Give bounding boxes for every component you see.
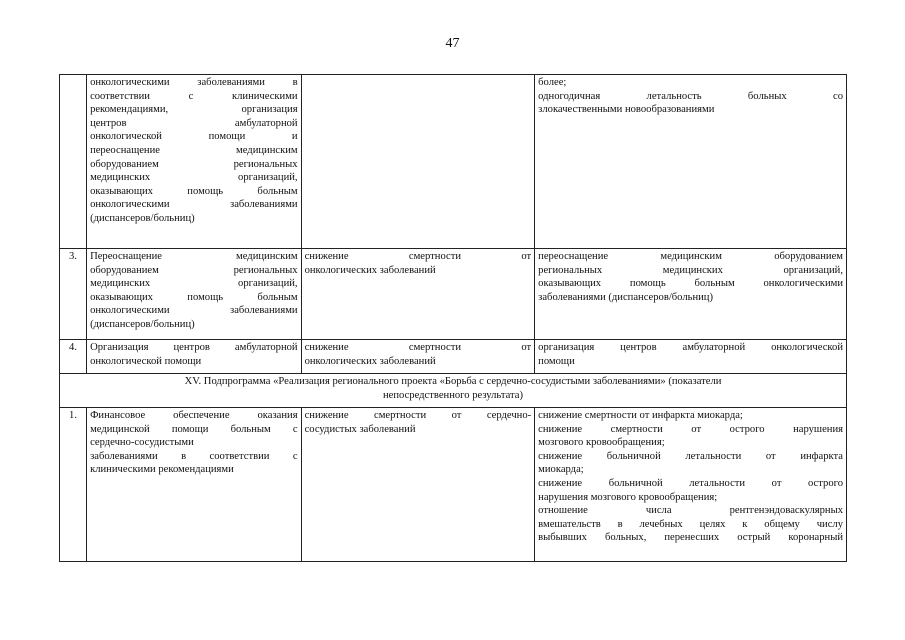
text-line: переоснащение медицинским оборудованием [538, 251, 843, 262]
text-line: помощи [538, 355, 575, 367]
text-line: выбывших больных, перенесших острый коронарный [538, 532, 843, 544]
text-line: мозгового кровообращения; [538, 437, 665, 449]
text-line: (диспансеров/больниц) [90, 212, 195, 224]
text-line: заболеваниями в соответствии с [90, 450, 298, 462]
text-line: онкологическими заболеваниями [90, 199, 298, 211]
measure-cell [87, 249, 302, 340]
text-line: снижение смертности от [304, 251, 532, 262]
text-line: снижение смертности от инфаркта миокарда; [538, 410, 743, 421]
measure-cell [87, 340, 302, 374]
goal-cell [301, 249, 535, 340]
text-line: злокачественными новообразованиями [538, 104, 715, 116]
text-line: онкологическими заболеваниями [90, 305, 298, 317]
text-line: оказывающих помощь больным [90, 291, 298, 303]
text-line: медицинских организаций, [90, 172, 298, 184]
table-row [60, 340, 847, 374]
text-line: онкологическими заболеваниями в [90, 77, 298, 88]
indicator-cell [535, 408, 847, 562]
text-line: снижение смертности от сердечно- [304, 410, 532, 421]
table-row [60, 249, 847, 340]
indicator-cell [535, 249, 847, 340]
text-line: переоснащение медицинским [90, 144, 298, 156]
section-title-line: непосредственного результата) [383, 389, 523, 401]
text-line: медицинских организаций, [90, 278, 298, 290]
text-line: соответствии с клиническими [90, 90, 298, 102]
text-line: заболеваниями (диспансеров/больниц) [538, 291, 713, 303]
row-number-cell: 1. [60, 408, 87, 562]
measures-table [59, 74, 847, 562]
row-number-cell: 3. [60, 249, 87, 340]
page-number: 47 [445, 36, 460, 51]
text-line: Финансовое обеспечение оказания [90, 410, 298, 421]
table-row [60, 75, 847, 249]
text-line: онкологических заболеваний [304, 264, 436, 276]
text-line: снижение смертности от [304, 342, 532, 353]
text-line: онкологической помощи и [90, 131, 298, 143]
text-line: оборудованием региональных [90, 158, 298, 170]
text-line: Организация центров амбулаторной [90, 342, 298, 353]
text-line: онкологических заболеваний [304, 355, 436, 367]
section-header-cell [60, 374, 847, 408]
text-line: Переоснащение медицинским [90, 251, 298, 262]
row-number-cell: 4. [60, 340, 87, 374]
text-line: онкологической помощи [90, 355, 202, 367]
goal-cell [301, 75, 535, 249]
row-number-cell [60, 75, 87, 249]
text-line: снижение смертности от острого нарушения [538, 423, 843, 435]
text-line: миокарда; [538, 464, 584, 476]
indicator-cell [535, 340, 847, 374]
text-line: сосудистых заболеваний [304, 423, 416, 435]
text-line: снижение больничной летальности от острого [538, 477, 843, 489]
text-line: снижение больничной летальности от инфаркта [538, 450, 843, 462]
measure-cell [87, 408, 302, 562]
text-line: более; [538, 77, 567, 88]
text-line: вмешательств в лечебных целях к общему числу [538, 518, 843, 530]
section-title-line: XV. Подпрограмма «Реализация регионального проекта «Борьба с сердечно-сосудистыми заболеваниями» (показатели [184, 376, 722, 387]
measure-cell [87, 75, 302, 249]
text-line: оборудованием региональных [90, 264, 298, 276]
text-line: одногодичная летальность больных со [538, 90, 843, 102]
text-line: организация центров амбулаторной онкологической [538, 342, 843, 353]
text-line: нарушения мозгового кровообращения; [538, 491, 718, 503]
text-line: медицинской помощи больным с [90, 423, 298, 435]
section-header-row [60, 374, 847, 408]
indicator-cell [535, 75, 847, 249]
text-line: отношение числа рентгенэндоваскулярных [538, 505, 843, 517]
text-line: рекомендациями, организация [90, 104, 298, 116]
table-row [60, 408, 847, 562]
goal-cell [301, 408, 535, 562]
text-line: сердечно-сосудистыми [90, 437, 194, 449]
text-line: клиническими рекомендациями [90, 464, 234, 476]
goal-cell [301, 340, 535, 374]
text-line: региональных медицинских организаций, [538, 264, 843, 276]
text-line: (диспансеров/больниц) [90, 318, 195, 330]
text-line: центров амбулаторной [90, 117, 298, 129]
text-line: оказывающих помощь больным онкологическими [538, 278, 843, 290]
text-line: оказывающих помощь больным [90, 185, 298, 197]
